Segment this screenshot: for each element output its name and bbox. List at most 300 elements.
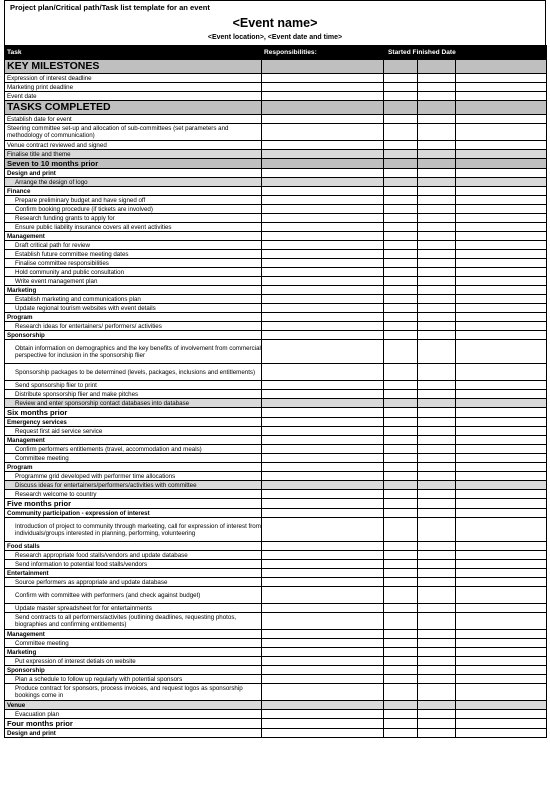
started-cell[interactable]: [384, 657, 418, 666]
responsibility-cell[interactable]: [262, 719, 384, 729]
date-cell[interactable]: [456, 542, 547, 551]
date-cell[interactable]: [456, 304, 547, 313]
finished-cell[interactable]: [418, 630, 456, 639]
started-cell[interactable]: [384, 587, 418, 604]
task-row: [5, 295, 547, 304]
date-cell[interactable]: [456, 560, 547, 569]
responsibility-cell[interactable]: [262, 436, 384, 445]
category-row: [5, 509, 547, 518]
finished-cell[interactable]: [418, 268, 456, 277]
responsibility-cell[interactable]: [262, 710, 384, 719]
finished-cell[interactable]: [418, 241, 456, 250]
date-cell[interactable]: [456, 159, 547, 169]
responsibility-cell[interactable]: [262, 169, 384, 178]
date-cell[interactable]: [456, 381, 547, 390]
finished-cell[interactable]: [418, 232, 456, 241]
responsibility-cell[interactable]: [262, 684, 384, 701]
finished-cell[interactable]: [418, 499, 456, 509]
responsibility-cell[interactable]: [262, 408, 384, 418]
date-cell[interactable]: [456, 408, 547, 418]
started-cell[interactable]: [384, 124, 418, 141]
date-cell[interactable]: [456, 241, 547, 250]
finished-cell[interactable]: [418, 250, 456, 259]
responsibility-cell[interactable]: [262, 542, 384, 551]
task-cell: Management: [5, 630, 262, 639]
date-cell[interactable]: [456, 169, 547, 178]
date-cell[interactable]: [456, 427, 547, 436]
finished-cell[interactable]: [418, 518, 456, 542]
finished-cell[interactable]: [418, 472, 456, 481]
finished-cell[interactable]: [418, 418, 456, 427]
started-cell[interactable]: [384, 232, 418, 241]
started-cell[interactable]: [384, 92, 418, 101]
responsibility-cell[interactable]: [262, 268, 384, 277]
started-cell[interactable]: [384, 542, 418, 551]
responsibility-cell[interactable]: [262, 295, 384, 304]
finished-cell[interactable]: [418, 331, 456, 340]
task-row: [5, 364, 547, 381]
task-row: [5, 92, 547, 101]
finished-cell[interactable]: [418, 587, 456, 604]
responsibility-cell[interactable]: [262, 364, 384, 381]
responsibility-cell[interactable]: [262, 399, 384, 408]
date-cell[interactable]: [456, 268, 547, 277]
finished-cell[interactable]: [418, 124, 456, 141]
started-cell[interactable]: [384, 481, 418, 490]
responsibility-cell[interactable]: [262, 178, 384, 187]
date-cell[interactable]: [456, 187, 547, 196]
finished-cell[interactable]: [418, 277, 456, 286]
responsibility-cell[interactable]: [262, 675, 384, 684]
task-row: [5, 304, 547, 313]
started-cell[interactable]: [384, 427, 418, 436]
finished-cell[interactable]: [418, 74, 456, 83]
task-cell: Programme grid developed with performer time allocations: [5, 472, 262, 481]
date-cell[interactable]: [456, 719, 547, 729]
started-cell[interactable]: [384, 205, 418, 214]
started-cell[interactable]: [384, 569, 418, 578]
date-cell[interactable]: [456, 295, 547, 304]
date-cell[interactable]: [456, 481, 547, 490]
finished-cell[interactable]: [418, 141, 456, 150]
started-cell[interactable]: [384, 729, 418, 738]
task-cell: Produce contract for sponsors, process invoices, and request logos as sponsorship bookings come in: [5, 684, 262, 701]
date-cell[interactable]: [456, 214, 547, 223]
responsibility-cell[interactable]: [262, 304, 384, 313]
finished-cell[interactable]: [418, 364, 456, 381]
started-cell[interactable]: [384, 666, 418, 675]
date-cell[interactable]: [456, 657, 547, 666]
responsibility-cell[interactable]: [262, 472, 384, 481]
finished-cell[interactable]: [418, 701, 456, 710]
date-cell[interactable]: [456, 60, 547, 74]
responsibility-cell[interactable]: [262, 232, 384, 241]
finished-cell[interactable]: [418, 340, 456, 364]
started-cell[interactable]: [384, 169, 418, 178]
responsibility-cell[interactable]: [262, 481, 384, 490]
date-cell[interactable]: [456, 666, 547, 675]
responsibility-cell[interactable]: [262, 463, 384, 472]
date-cell[interactable]: [456, 322, 547, 331]
responsibility-cell[interactable]: [262, 418, 384, 427]
started-cell[interactable]: [384, 701, 418, 710]
responsibility-cell[interactable]: [262, 560, 384, 569]
date-cell[interactable]: [456, 509, 547, 518]
finished-cell[interactable]: [418, 399, 456, 408]
task-cell: Six months prior: [5, 408, 262, 418]
responsibility-cell[interactable]: [262, 313, 384, 322]
started-cell[interactable]: [384, 445, 418, 454]
finished-cell[interactable]: [418, 639, 456, 648]
finished-cell[interactable]: [418, 214, 456, 223]
started-cell[interactable]: [384, 518, 418, 542]
started-cell[interactable]: [384, 150, 418, 159]
started-cell[interactable]: [384, 463, 418, 472]
finished-cell[interactable]: [418, 578, 456, 587]
date-cell[interactable]: [456, 445, 547, 454]
started-cell[interactable]: [384, 295, 418, 304]
date-cell[interactable]: [456, 124, 547, 141]
finished-cell[interactable]: [418, 60, 456, 74]
task-cell: Design and print: [5, 729, 262, 738]
date-cell[interactable]: [456, 196, 547, 205]
finished-cell[interactable]: [418, 101, 456, 115]
started-cell[interactable]: [384, 60, 418, 74]
started-cell[interactable]: [384, 223, 418, 232]
date-cell[interactable]: [456, 399, 547, 408]
date-cell[interactable]: [456, 454, 547, 463]
finished-cell[interactable]: [418, 187, 456, 196]
started-cell[interactable]: [384, 322, 418, 331]
responsibility-cell[interactable]: [262, 223, 384, 232]
responsibility-cell[interactable]: [262, 259, 384, 268]
finished-cell[interactable]: [418, 381, 456, 390]
finished-cell[interactable]: [418, 657, 456, 666]
date-cell[interactable]: [456, 250, 547, 259]
responsibility-cell[interactable]: [262, 490, 384, 499]
started-cell[interactable]: [384, 675, 418, 684]
date-cell[interactable]: [456, 472, 547, 481]
started-cell[interactable]: [384, 719, 418, 729]
finished-cell[interactable]: [418, 509, 456, 518]
responsibility-cell[interactable]: [262, 214, 384, 223]
finished-cell[interactable]: [418, 169, 456, 178]
task-row: [5, 613, 547, 630]
finished-cell[interactable]: [418, 729, 456, 738]
responsibility-cell[interactable]: [262, 509, 384, 518]
date-cell[interactable]: [456, 463, 547, 472]
date-cell[interactable]: [456, 92, 547, 101]
category-row: [5, 542, 547, 551]
finished-cell[interactable]: [418, 390, 456, 399]
started-cell[interactable]: [384, 648, 418, 657]
date-cell[interactable]: [456, 331, 547, 340]
finished-cell[interactable]: [418, 295, 456, 304]
date-cell[interactable]: [456, 150, 547, 159]
finished-cell[interactable]: [418, 286, 456, 295]
started-cell[interactable]: [384, 499, 418, 509]
started-cell[interactable]: [384, 115, 418, 124]
task-row: [5, 472, 547, 481]
responsibility-cell[interactable]: [262, 187, 384, 196]
responsibility-cell[interactable]: [262, 150, 384, 159]
started-cell[interactable]: [384, 381, 418, 390]
finished-cell[interactable]: [418, 83, 456, 92]
date-cell[interactable]: [456, 178, 547, 187]
finished-cell[interactable]: [418, 613, 456, 630]
date-cell[interactable]: [456, 639, 547, 648]
responsibility-cell[interactable]: [262, 518, 384, 542]
finished-cell[interactable]: [418, 648, 456, 657]
finished-cell[interactable]: [418, 454, 456, 463]
finished-cell[interactable]: [418, 92, 456, 101]
date-cell[interactable]: [456, 390, 547, 399]
responsibility-cell[interactable]: [262, 101, 384, 115]
responsibility-cell[interactable]: [262, 250, 384, 259]
responsibility-cell[interactable]: [262, 241, 384, 250]
category-row: [5, 169, 547, 178]
finished-cell[interactable]: [418, 205, 456, 214]
date-cell[interactable]: [456, 340, 547, 364]
started-cell[interactable]: [384, 436, 418, 445]
finished-cell[interactable]: [418, 551, 456, 560]
finished-cell[interactable]: [418, 481, 456, 490]
task-cell: KEY MILESTONES: [5, 60, 262, 74]
started-cell[interactable]: [384, 340, 418, 364]
responsibility-cell[interactable]: [262, 551, 384, 560]
task-cell: Hold community and public consultation: [5, 268, 262, 277]
responsibility-cell[interactable]: [262, 657, 384, 666]
date-cell[interactable]: [456, 613, 547, 630]
started-cell[interactable]: [384, 304, 418, 313]
responsibility-cell[interactable]: [262, 729, 384, 738]
date-cell[interactable]: [456, 518, 547, 542]
responsibility-cell[interactable]: [262, 499, 384, 509]
started-cell[interactable]: [384, 630, 418, 639]
started-cell[interactable]: [384, 313, 418, 322]
date-cell[interactable]: [456, 83, 547, 92]
responsibility-cell[interactable]: [262, 578, 384, 587]
responsibility-cell[interactable]: [262, 427, 384, 436]
finished-cell[interactable]: [418, 259, 456, 268]
timeframe-row: [5, 719, 547, 729]
started-cell[interactable]: [384, 490, 418, 499]
finished-cell[interactable]: [418, 666, 456, 675]
finished-cell[interactable]: [418, 684, 456, 701]
date-cell[interactable]: [456, 74, 547, 83]
date-cell[interactable]: [456, 630, 547, 639]
date-cell[interactable]: [456, 710, 547, 719]
responsibility-cell[interactable]: [262, 322, 384, 331]
finished-cell[interactable]: [418, 463, 456, 472]
task-cell: Food stalls: [5, 542, 262, 551]
date-cell[interactable]: [456, 604, 547, 613]
responsibility-cell[interactable]: [262, 205, 384, 214]
responsibility-cell[interactable]: [262, 390, 384, 399]
date-cell[interactable]: [456, 551, 547, 560]
category-row: [5, 313, 547, 322]
started-cell[interactable]: [384, 159, 418, 169]
started-cell[interactable]: [384, 74, 418, 83]
started-cell[interactable]: [384, 613, 418, 630]
finished-cell[interactable]: [418, 159, 456, 169]
responsibility-cell[interactable]: [262, 277, 384, 286]
task-cell: Four months prior: [5, 719, 262, 729]
started-cell[interactable]: [384, 399, 418, 408]
date-cell[interactable]: [456, 684, 547, 701]
started-cell[interactable]: [384, 178, 418, 187]
responsibility-cell[interactable]: [262, 613, 384, 630]
task-row: [5, 241, 547, 250]
finished-cell[interactable]: [418, 560, 456, 569]
responsibility-cell[interactable]: [262, 445, 384, 454]
finished-cell[interactable]: [418, 542, 456, 551]
date-cell[interactable]: [456, 232, 547, 241]
finished-cell[interactable]: [418, 569, 456, 578]
category-row: [5, 331, 547, 340]
finished-cell[interactable]: [418, 427, 456, 436]
finished-cell[interactable]: [418, 604, 456, 613]
responsibility-cell[interactable]: [262, 666, 384, 675]
event-location-date: <Event location>, <Event date and time>: [4, 31, 546, 45]
finished-cell[interactable]: [418, 710, 456, 719]
finished-cell[interactable]: [418, 196, 456, 205]
responsibility-cell[interactable]: [262, 648, 384, 657]
started-cell[interactable]: [384, 83, 418, 92]
task-cell: Obtain information on demographics and the key benefits of involvement from commercial perspective for inclusion in the sponsorship flier: [5, 340, 262, 364]
date-cell[interactable]: [456, 569, 547, 578]
started-cell[interactable]: [384, 364, 418, 381]
date-cell[interactable]: [456, 499, 547, 509]
responsibility-cell[interactable]: [262, 159, 384, 169]
responsibility-cell[interactable]: [262, 604, 384, 613]
finished-cell[interactable]: [418, 408, 456, 418]
responsibility-cell[interactable]: [262, 630, 384, 639]
finished-cell[interactable]: [418, 313, 456, 322]
date-cell[interactable]: [456, 418, 547, 427]
date-cell[interactable]: [456, 259, 547, 268]
category-row: [5, 630, 547, 639]
started-cell[interactable]: [384, 241, 418, 250]
task-row: [5, 340, 547, 364]
task-cell: Marketing: [5, 286, 262, 295]
finished-cell[interactable]: [418, 436, 456, 445]
started-cell[interactable]: [384, 390, 418, 399]
date-cell[interactable]: [456, 578, 547, 587]
finished-cell[interactable]: [418, 150, 456, 159]
finished-cell[interactable]: [418, 719, 456, 729]
responsibility-cell[interactable]: [262, 340, 384, 364]
date-cell[interactable]: [456, 205, 547, 214]
category-row: [5, 463, 547, 472]
started-cell[interactable]: [384, 101, 418, 115]
started-cell[interactable]: [384, 418, 418, 427]
started-cell[interactable]: [384, 454, 418, 463]
responsibility-cell[interactable]: [262, 639, 384, 648]
started-cell[interactable]: [384, 286, 418, 295]
date-cell[interactable]: [456, 364, 547, 381]
responsibility-cell[interactable]: [262, 141, 384, 150]
started-cell[interactable]: [384, 277, 418, 286]
date-cell[interactable]: [456, 436, 547, 445]
finished-cell[interactable]: [418, 304, 456, 313]
task-cell: Committee meeting: [5, 454, 262, 463]
started-cell[interactable]: [384, 472, 418, 481]
responsibility-cell[interactable]: [262, 196, 384, 205]
started-cell[interactable]: [384, 141, 418, 150]
task-cell: Confirm with committee with performers (and check against budget): [5, 587, 262, 604]
responsibility-cell[interactable]: [262, 124, 384, 141]
date-cell[interactable]: [456, 286, 547, 295]
task-row: [5, 277, 547, 286]
started-cell[interactable]: [384, 710, 418, 719]
date-cell[interactable]: [456, 648, 547, 657]
responsibility-cell[interactable]: [262, 381, 384, 390]
date-cell[interactable]: [456, 675, 547, 684]
started-cell[interactable]: [384, 578, 418, 587]
responsibility-cell[interactable]: [262, 569, 384, 578]
started-cell[interactable]: [384, 639, 418, 648]
finished-cell[interactable]: [418, 322, 456, 331]
started-cell[interactable]: [384, 408, 418, 418]
finished-cell[interactable]: [418, 223, 456, 232]
finished-cell[interactable]: [418, 445, 456, 454]
finished-cell[interactable]: [418, 178, 456, 187]
started-cell[interactable]: [384, 196, 418, 205]
started-cell[interactable]: [384, 214, 418, 223]
started-cell[interactable]: [384, 268, 418, 277]
started-cell[interactable]: [384, 187, 418, 196]
date-cell[interactable]: [456, 277, 547, 286]
started-cell[interactable]: [384, 259, 418, 268]
date-cell[interactable]: [456, 313, 547, 322]
responsibility-cell[interactable]: [262, 331, 384, 340]
started-cell[interactable]: [384, 331, 418, 340]
section-heading-row: [5, 60, 547, 74]
date-cell[interactable]: [456, 490, 547, 499]
responsibility-cell[interactable]: [262, 92, 384, 101]
started-cell[interactable]: [384, 604, 418, 613]
task-cell: Finalise title and theme: [5, 150, 262, 159]
finished-cell[interactable]: [418, 490, 456, 499]
started-cell[interactable]: [384, 551, 418, 560]
started-cell[interactable]: [384, 560, 418, 569]
task-row: [5, 259, 547, 268]
responsibility-cell[interactable]: [262, 454, 384, 463]
responsibility-cell[interactable]: [262, 701, 384, 710]
responsibility-cell[interactable]: [262, 74, 384, 83]
date-cell[interactable]: [456, 101, 547, 115]
responsibility-cell[interactable]: [262, 60, 384, 74]
date-cell[interactable]: [456, 701, 547, 710]
responsibility-cell[interactable]: [262, 83, 384, 92]
timeframe-row: [5, 408, 547, 418]
started-cell[interactable]: [384, 509, 418, 518]
responsibility-cell[interactable]: [262, 587, 384, 604]
finished-cell[interactable]: [418, 115, 456, 124]
responsibility-cell[interactable]: [262, 115, 384, 124]
responsibility-cell[interactable]: [262, 286, 384, 295]
started-cell[interactable]: [384, 684, 418, 701]
finished-cell[interactable]: [418, 675, 456, 684]
date-cell[interactable]: [456, 115, 547, 124]
started-cell[interactable]: [384, 250, 418, 259]
task-row: [5, 150, 547, 159]
date-cell[interactable]: [456, 141, 547, 150]
date-cell[interactable]: [456, 223, 547, 232]
date-cell[interactable]: [456, 729, 547, 738]
date-cell[interactable]: [456, 587, 547, 604]
